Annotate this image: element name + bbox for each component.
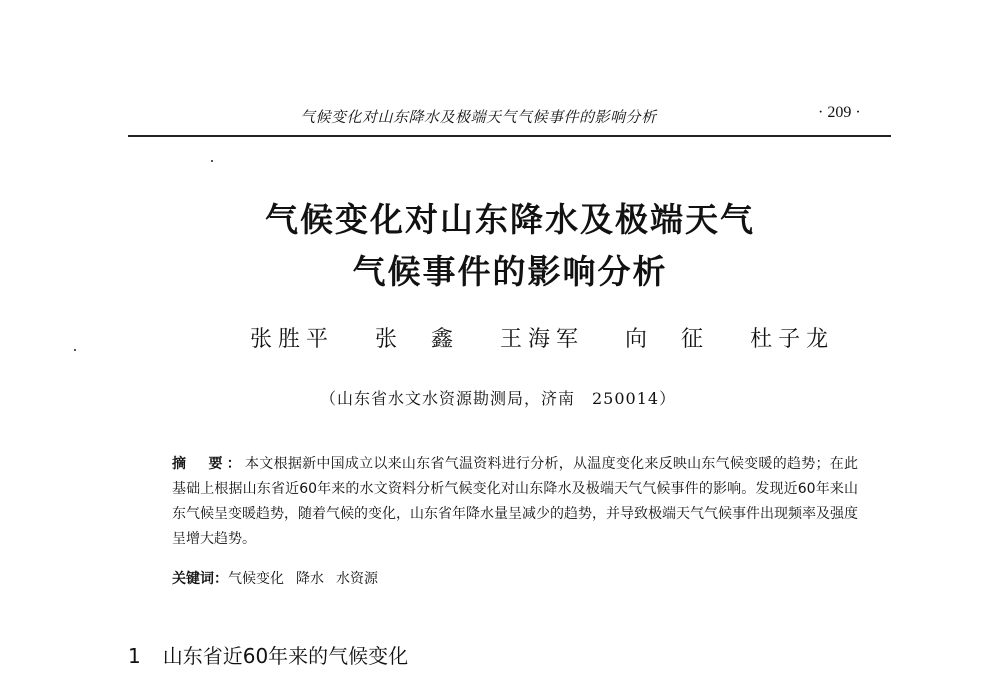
section-heading (128, 640, 408, 669)
abstract (172, 452, 858, 552)
section-number: 1 (128, 644, 141, 668)
title-line-1: 气候变化对山东降水及极端天气 (265, 200, 755, 239)
author-name: 杜子龙 (750, 327, 835, 352)
title-line-2: 气候事件的影响分析 (352, 252, 668, 291)
author-list (250, 322, 868, 353)
scan-speck (74, 349, 76, 351)
affiliation: （山东省水文水资源勘测局，济南 250014） (320, 389, 677, 408)
section-title: 山东省近60年来的气候变化 (162, 644, 409, 668)
scan-speck (211, 160, 213, 162)
keyword: 水资源 (336, 571, 378, 587)
author-name: 王海军 (500, 327, 585, 352)
abstract-text: 本文根据新中国成立以来山东省气温资料进行分析，从温度变化来反映山东气候变暖的趋势；在此基础上根据山东省近60年来的水文资料分析气候变化对山东降水及极端天气气候事件的影响。发现近60年来山东气候呈变暖趋势，随着气候的变化，山东省年降水量呈减少的趋势，并导致极端天气气候事件出现频率及强度呈增大趋势。 (172, 456, 859, 547)
author-name: 向 征 (625, 327, 710, 352)
abstract-label: 摘 要： (172, 456, 246, 472)
header-rule (128, 135, 891, 137)
article-title (120, 194, 900, 298)
author-name: 张 鑫 (375, 327, 460, 352)
author-name: 张胜平 (250, 327, 335, 352)
running-header: 气候变化对山东降水及极端天气气候事件的影响分析 (300, 108, 657, 126)
keywords (172, 568, 390, 588)
page-number: · 209 · (818, 104, 861, 121)
keywords-label: 关键词： (172, 571, 228, 587)
keyword: 气候变化 (228, 571, 284, 587)
keyword: 降水 (296, 571, 324, 587)
